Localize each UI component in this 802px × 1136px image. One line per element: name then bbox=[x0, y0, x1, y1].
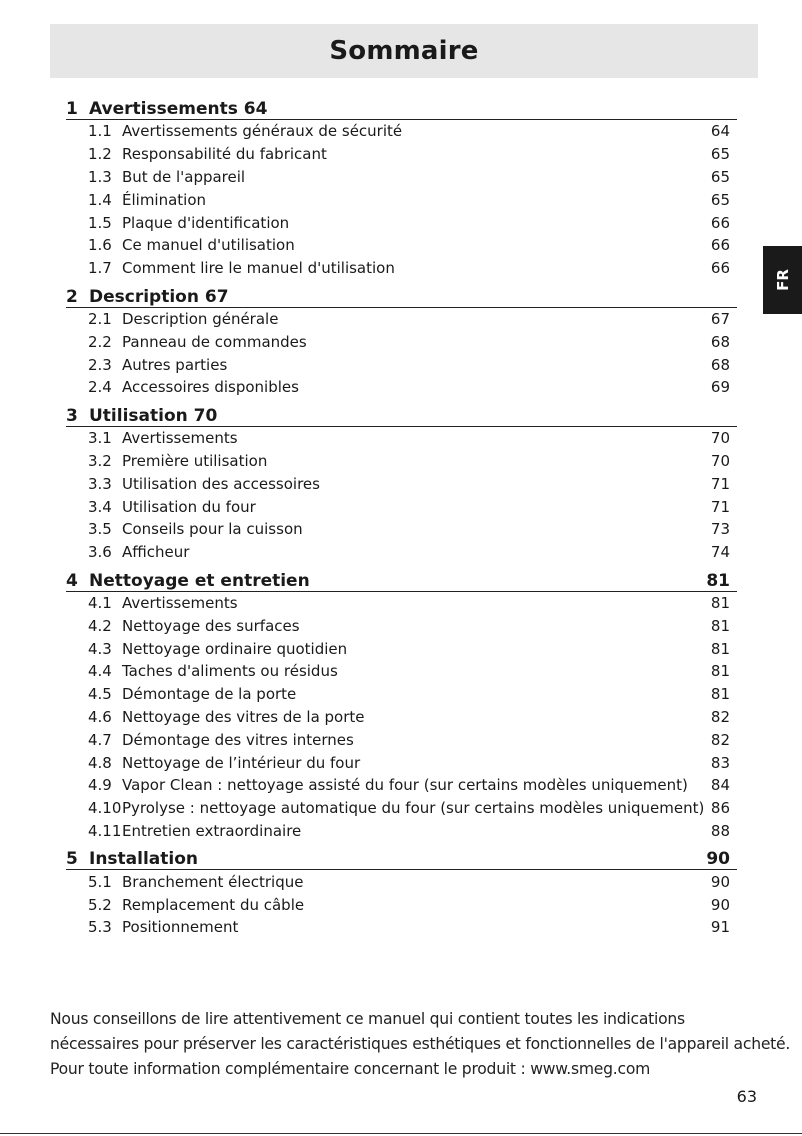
toc-entry[interactable] bbox=[66, 353, 737, 376]
section-page: 90 bbox=[706, 849, 730, 870]
entry-title: Utilisation du four bbox=[122, 497, 256, 516]
toc-entry[interactable] bbox=[66, 660, 737, 683]
entry-title: Panneau de commandes bbox=[122, 332, 307, 351]
entry-page: 67 bbox=[710, 309, 730, 328]
page-number: 63 bbox=[736, 1087, 757, 1106]
language-tab-label: FR bbox=[773, 269, 792, 291]
toc-entry[interactable] bbox=[66, 427, 737, 450]
section-heading[interactable] bbox=[66, 842, 737, 870]
entry-page: 66 bbox=[710, 259, 730, 278]
entry-title: Branchement électrique bbox=[122, 872, 304, 891]
toc-entry[interactable] bbox=[66, 495, 737, 518]
entry-page: 68 bbox=[710, 332, 730, 351]
entry-number: 5.1 bbox=[88, 872, 112, 891]
entry-number: 5.2 bbox=[88, 895, 112, 914]
entry-page: 71 bbox=[710, 497, 730, 516]
section-number: 5 bbox=[66, 849, 78, 870]
entry-title: Accessoires disponibles bbox=[122, 378, 299, 397]
entry-number: 5.3 bbox=[88, 918, 112, 937]
entry-title: Positionnement bbox=[122, 918, 239, 937]
bottom-rule bbox=[0, 1133, 802, 1134]
entry-page: 91 bbox=[710, 918, 730, 937]
entry-title: Première utilisation bbox=[122, 451, 268, 470]
note-line-3: Pour toute information complémentaire concernant le produit : www.smeg.com bbox=[50, 1060, 651, 1078]
section-number: 1 bbox=[66, 99, 78, 119]
section-title: Avertissements 64 bbox=[89, 99, 268, 119]
entry-title: Ce manuel d'utilisation bbox=[122, 236, 295, 255]
entry-title: Avertissements bbox=[122, 429, 238, 448]
toc-entry[interactable] bbox=[66, 592, 737, 615]
entry-title: But de l'appareil bbox=[122, 167, 246, 186]
toc-entry[interactable] bbox=[66, 234, 737, 257]
toc-entry[interactable] bbox=[66, 143, 737, 166]
section-title: Nettoyage et entretien bbox=[89, 570, 310, 591]
toc-entry[interactable] bbox=[66, 683, 737, 706]
entry-number: 1.7 bbox=[88, 259, 112, 278]
entry-page: 64 bbox=[710, 122, 730, 141]
entry-number: 1.6 bbox=[88, 236, 112, 255]
entry-number: 1.3 bbox=[88, 167, 112, 186]
note-line-2: nécessaires pour préserver les caractéristiques esthétiques et fonctionnelles de l'appareil acheté. bbox=[50, 1035, 791, 1053]
entry-number: 4.1 bbox=[88, 593, 112, 612]
toc-entry[interactable] bbox=[66, 751, 737, 774]
entry-title: Utilisation des accessoires bbox=[122, 474, 320, 493]
entry-title: Vapor Clean : nettoyage assisté du four (sur certains modèles uniquement) bbox=[122, 776, 688, 795]
toc-entry[interactable] bbox=[66, 188, 737, 211]
entry-number: 4.2 bbox=[88, 616, 112, 635]
toc-entry[interactable] bbox=[66, 893, 737, 916]
section-page: 81 bbox=[706, 570, 730, 591]
entry-number: 1.1 bbox=[88, 122, 112, 141]
toc-entry[interactable] bbox=[66, 820, 737, 843]
toc-entry[interactable] bbox=[66, 797, 737, 820]
toc-entry[interactable] bbox=[66, 541, 737, 564]
entry-title: Responsabilité du fabricant bbox=[122, 145, 327, 164]
entry-number: 2.2 bbox=[88, 332, 112, 351]
section-number: 4 bbox=[66, 570, 78, 591]
entry-page: 81 bbox=[710, 685, 730, 704]
section-number: 3 bbox=[66, 405, 78, 426]
entry-number: 4.11 bbox=[88, 821, 122, 840]
entry-page: 66 bbox=[710, 236, 730, 255]
entry-title: Description générale bbox=[122, 309, 279, 328]
entry-number: 3.5 bbox=[88, 520, 112, 539]
toc-entry[interactable] bbox=[66, 330, 737, 353]
entry-number: 2.3 bbox=[88, 355, 112, 374]
entry-number: 4.10 bbox=[88, 799, 122, 818]
entry-number: 1.4 bbox=[88, 190, 112, 209]
table-of-contents bbox=[66, 92, 737, 939]
entry-number: 3.4 bbox=[88, 497, 112, 516]
entry-title: Démontage des vitres internes bbox=[122, 730, 354, 749]
entry-page: 82 bbox=[710, 707, 730, 726]
toc-entry[interactable] bbox=[66, 728, 737, 751]
entry-number: 3.1 bbox=[88, 429, 112, 448]
entry-number: 2.1 bbox=[88, 309, 112, 328]
entry-number: 4.3 bbox=[88, 639, 112, 658]
entry-number: 3.6 bbox=[88, 543, 112, 562]
entry-page: 69 bbox=[710, 378, 730, 397]
entry-title: Pyrolyse : nettoyage automatique du four (sur certains modèles uniquement) bbox=[122, 799, 705, 818]
entry-page: 73 bbox=[710, 520, 730, 539]
entry-title: Afficheur bbox=[122, 543, 190, 562]
entry-page: 66 bbox=[710, 213, 730, 232]
entry-page: 65 bbox=[710, 145, 730, 164]
entry-title: Démontage de la porte bbox=[122, 685, 297, 704]
entry-number: 3.2 bbox=[88, 451, 112, 470]
entry-title: Plaque d'identification bbox=[122, 213, 290, 232]
toc-entry[interactable] bbox=[66, 774, 737, 797]
entry-page: 81 bbox=[710, 639, 730, 658]
section-heading[interactable] bbox=[66, 92, 737, 120]
entry-title: Remplacement du câble bbox=[122, 895, 305, 914]
entry-title: Entretien extraordinaire bbox=[122, 821, 302, 840]
entry-page: 88 bbox=[710, 821, 730, 840]
section-title: Description 67 bbox=[89, 286, 229, 307]
entry-page: 70 bbox=[710, 429, 730, 448]
toc-entry[interactable] bbox=[66, 376, 737, 399]
section-heading[interactable] bbox=[66, 280, 737, 308]
section-title: Installation bbox=[89, 849, 199, 870]
entry-page: 81 bbox=[710, 616, 730, 635]
toc-entry[interactable] bbox=[66, 706, 737, 729]
entry-number: 4.8 bbox=[88, 753, 112, 772]
entry-page: 81 bbox=[710, 662, 730, 681]
entry-page: 83 bbox=[710, 753, 730, 772]
entry-number: 3.3 bbox=[88, 474, 112, 493]
section-heading[interactable] bbox=[66, 564, 737, 592]
entry-title: Élimination bbox=[122, 190, 207, 209]
entry-number: 4.9 bbox=[88, 776, 112, 795]
toc-entry[interactable] bbox=[66, 166, 737, 189]
entry-page: 68 bbox=[710, 355, 730, 374]
entry-page: 84 bbox=[710, 776, 730, 795]
entry-number: 4.7 bbox=[88, 730, 112, 749]
toc-entry[interactable] bbox=[66, 120, 737, 143]
toc-entry[interactable] bbox=[66, 211, 737, 234]
entry-page: 65 bbox=[710, 190, 730, 209]
toc-entry[interactable] bbox=[66, 472, 737, 495]
note-line-1: Nous conseillons de lire attentivement ce manuel qui contient toutes les indications bbox=[50, 1010, 685, 1028]
entry-title: Nettoyage des vitres de la porte bbox=[122, 707, 365, 726]
entry-page: 70 bbox=[710, 451, 730, 470]
entry-page: 86 bbox=[710, 799, 730, 818]
entry-page: 65 bbox=[710, 167, 730, 186]
entry-number: 4.6 bbox=[88, 707, 112, 726]
toc-entry[interactable] bbox=[66, 450, 737, 473]
entry-title: Avertissements bbox=[122, 593, 238, 612]
toc-entry[interactable] bbox=[66, 614, 737, 637]
toc-entry[interactable] bbox=[66, 257, 737, 280]
toc-entry[interactable] bbox=[66, 637, 737, 660]
section-heading[interactable] bbox=[66, 399, 737, 427]
entry-title: Nettoyage ordinaire quotidien bbox=[122, 639, 348, 658]
entry-number: 1.5 bbox=[88, 213, 112, 232]
toc-entry[interactable] bbox=[66, 916, 737, 939]
toc-entry[interactable] bbox=[66, 870, 737, 893]
entry-title: Autres parties bbox=[122, 355, 228, 374]
entry-title: Taches d'aliments ou résidus bbox=[122, 662, 338, 681]
section-number: 2 bbox=[66, 286, 78, 307]
entry-number: 4.5 bbox=[88, 685, 112, 704]
entry-number: 1.2 bbox=[88, 145, 112, 164]
language-tab bbox=[763, 246, 802, 314]
section-title: Utilisation 70 bbox=[89, 405, 218, 426]
entry-number: 2.4 bbox=[88, 378, 112, 397]
entry-number: 4.4 bbox=[88, 662, 112, 681]
entry-title: Comment lire le manuel d'utilisation bbox=[122, 259, 395, 278]
entry-page: 90 bbox=[710, 872, 730, 891]
entry-page: 71 bbox=[710, 474, 730, 493]
entry-page: 90 bbox=[710, 895, 730, 914]
entry-page: 82 bbox=[710, 730, 730, 749]
intro-note bbox=[50, 1007, 791, 1082]
entry-title: Nettoyage de l’intérieur du four bbox=[122, 753, 361, 772]
entry-title: Avertissements généraux de sécurité bbox=[122, 122, 403, 141]
entry-title: Conseils pour la cuisson bbox=[122, 520, 303, 539]
title-band bbox=[50, 24, 758, 78]
toc-entry[interactable] bbox=[66, 518, 737, 541]
entry-page: 81 bbox=[710, 593, 730, 612]
toc-entry[interactable] bbox=[66, 308, 737, 331]
entry-page: 74 bbox=[710, 543, 730, 562]
entry-title: Nettoyage des surfaces bbox=[122, 616, 300, 635]
page-title: Sommaire bbox=[329, 36, 479, 66]
